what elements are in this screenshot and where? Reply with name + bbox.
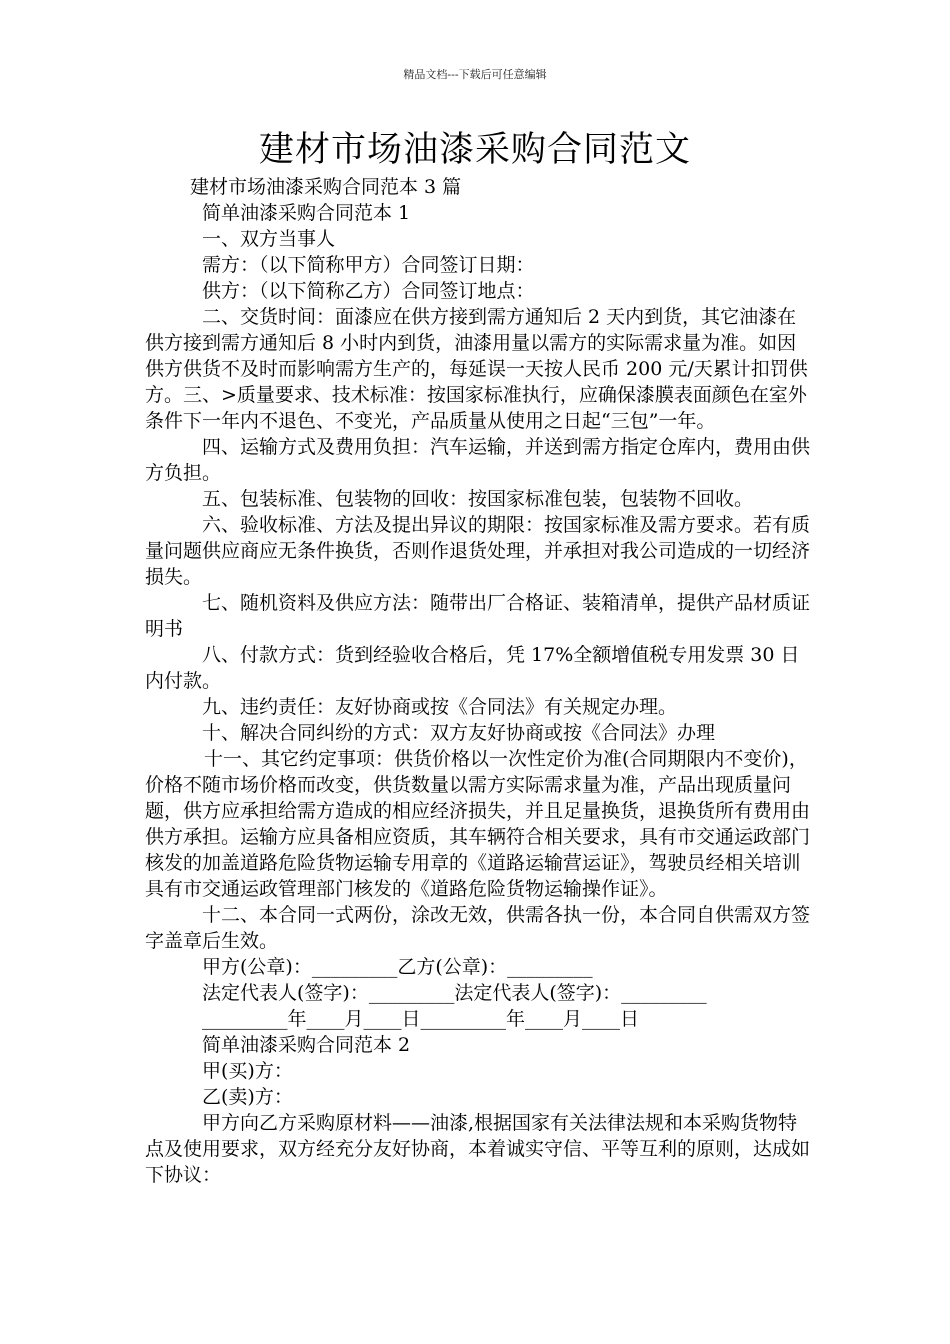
section-2-delivery: 二、交货时间：面漆应在供方接到需方通知后 2 天内到货，其它油漆在供方接到需方通知后 8 小时内到货，油漆用量以需方的实际需求量为准。如因供方供货不及时而影响需方生产的，每延误一天按人民币 200 元/天累计扣罚供方。三、>质量要求、技术标准：按国家标准执行，应确保漆膜表面颜色在室外条件下一年内不退色、不变光，产品质量从使用之日起“三包”一年。 bbox=[145, 306, 808, 432]
demander-line: 需方：（以下简称甲方）合同签订日期： bbox=[202, 254, 535, 276]
contract-2-intro: 甲方向乙方采购原材料——油漆,根据国家有关法律法规和本采购货物特点及使用要求，双方经充分友好协商，本着诚实守信、平等互利的原则，达成如下协议： bbox=[145, 1112, 811, 1186]
supplier-line: 供方：（以下简称乙方）合同签订地点： bbox=[202, 280, 535, 302]
contract-1-title: 简单油漆采购合同范本 1 bbox=[202, 202, 411, 224]
section-5-packing: 五、包装标准、包装物的回收：按国家标准包装，包装物不回收。 bbox=[202, 488, 754, 510]
document-title: 建材市场油漆采购合同范文 bbox=[258, 130, 691, 170]
section-6-acceptance: 六、验收标准、方法及提出异议的期限：按国家标准及需方要求。若有质量问题供应商应无条件换货，否则作退货处理，并承担对我公司造成的一切经济损失。 bbox=[145, 514, 811, 588]
section-11-other: 十一、其它约定事项：供货价格以一次性定价为准(合同期限内不变价)，价格不随市场价格而改变，供货数量以需方实际需求量为准，产品出现质量问题，供方应承担给需方造成的相应经济损失，并且足量换货，退换货所有费用由供方承担。运输方应具备相应资质，其车辆符合相关要求，具有市交通运政部门核发的加盖道路危险货物运输专用章的《道路运输营运证》，驾驶员经相关培训具有市交通运政管理部门核发的《道路危险货物运输操作证》。 bbox=[145, 748, 811, 900]
page-header: 精品文档---下载后可任意编辑 bbox=[403, 68, 547, 81]
signature-seals: 甲方(公章)：_________乙方(公章)：_________ bbox=[202, 956, 593, 978]
section-8-payment: 八、付款方式：货到经验收合格后，凭 17%全额增值税专用发票 30 日内付款。 bbox=[145, 644, 800, 692]
subtitle: 建材市场油漆采购合同范本 3 篇 bbox=[190, 176, 462, 198]
section-10-disputes: 十、解决合同纠纷的方式：双方友好协商或按《合同法》办理 bbox=[202, 722, 716, 744]
section-4-transport: 四、运输方式及费用负担：汽车运输，并送到需方指定仓库内，费用由供方负担。 bbox=[145, 436, 811, 484]
section-12-effect: 十二、本合同一式两份，涂改无效，供需各执一份，本合同自供需双方签字盖章后生效。 bbox=[145, 904, 811, 952]
section-7-documents: 七、随机资料及供应方法：随带出厂合格证、装箱清单，提供产品材质证明书 bbox=[145, 592, 811, 640]
seller-line: 乙(卖)方： bbox=[202, 1086, 293, 1108]
contract-2-title: 简单油漆采购合同范本 2 bbox=[202, 1034, 411, 1056]
section-9-liability: 九、违约责任：友好协商或按《合同法》有关规定办理。 bbox=[202, 696, 678, 718]
buyer-line: 甲(买)方： bbox=[202, 1060, 293, 1082]
signature-dates: _________年____月____日_________年____月____日 bbox=[202, 1008, 640, 1030]
signature-representatives: 法定代表人(签字)：_________法定代表人(签字)：_________ bbox=[202, 982, 707, 1004]
document-body bbox=[145, 174, 810, 1188]
section-1-heading: 一、双方当事人 bbox=[202, 228, 336, 250]
